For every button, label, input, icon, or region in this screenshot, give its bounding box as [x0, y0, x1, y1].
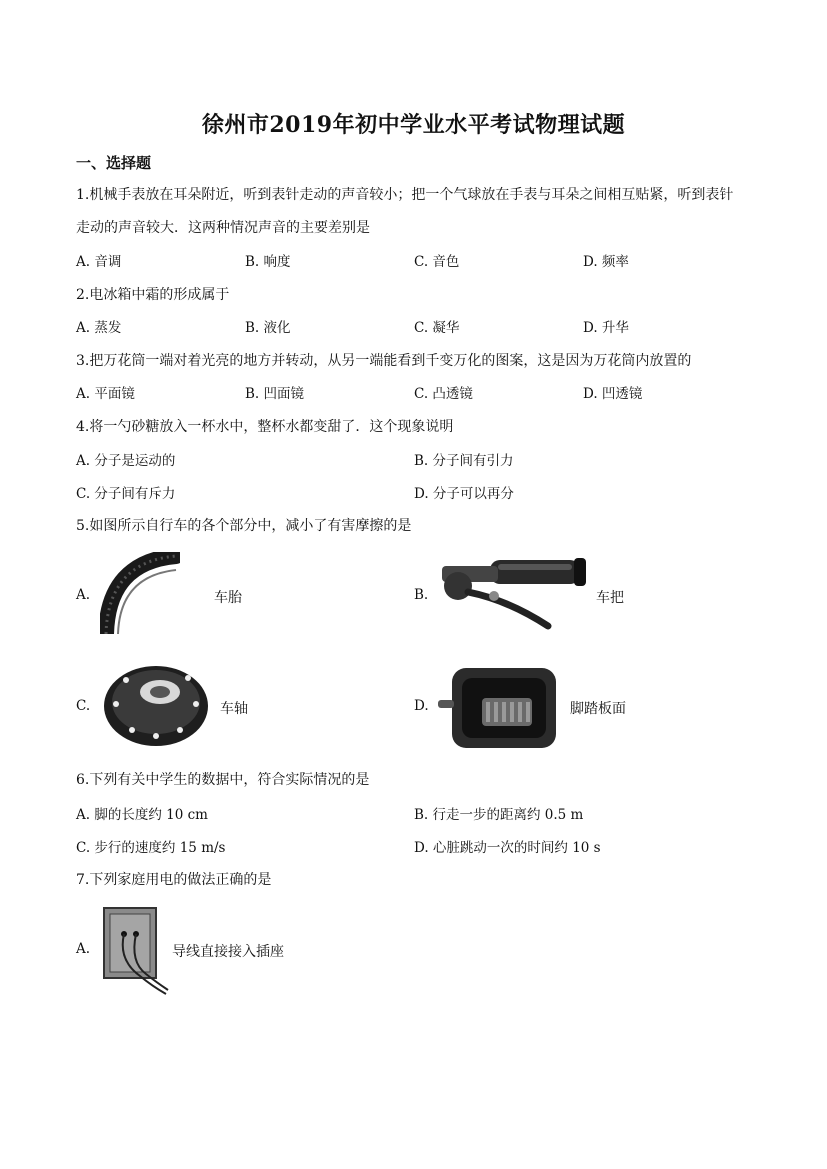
section-heading: 一、选择题	[76, 154, 152, 172]
question-1-line-2: 走动的声音较大．这两种情况声音的主要差别是	[76, 220, 370, 236]
q2-option-d: D. 升华	[583, 320, 629, 336]
q6-option-d: D. 心脏跳动一次的时间约 10 s	[414, 840, 601, 856]
q4-option-a: A. 分子是运动的	[76, 453, 176, 469]
q2-option-c: C. 凝华	[414, 320, 460, 336]
hub-axle-icon	[102, 664, 210, 748]
question-3-line-1: 3.把万花筒一端对着光亮的地方并转动，从另一端能看到千变万化的图案，这是因为万花筒内放置的	[76, 353, 692, 369]
question-7-line-1: 7.下列家庭用电的做法正确的是	[76, 872, 272, 888]
q2-option-b: B. 液化	[245, 320, 291, 336]
q1-option-b: B. 响度	[245, 254, 291, 270]
question-1-line-1: 1.机械手表放在耳朵附近，听到表针走动的声音较小；把一个气球放在手表与耳朵之间相互贴紧，听到表针	[76, 187, 734, 203]
q5-option-b: B.	[414, 587, 429, 603]
question-4-line-1: 4.将一勺砂糖放入一杯水中，整杯水都变甜了．这个现象说明	[76, 419, 454, 435]
q5-caption-d: 脚踏板面	[570, 701, 626, 717]
q6-option-b: B. 行走一步的距离约 0.5 m	[414, 807, 584, 823]
q5-option-c: C.	[76, 698, 91, 714]
q3-option-b: B. 凹面镜	[245, 386, 305, 402]
q3-option-d: D. 凹透镜	[583, 386, 643, 402]
q4-option-c: C. 分子间有斥力	[76, 486, 176, 502]
q3-option-c: C. 凸透镜	[414, 386, 473, 402]
q6-option-c: C. 步行的速度约 15 m/s	[76, 840, 226, 856]
q7-caption-a: 导线直接接入插座	[172, 944, 284, 960]
pedal-icon	[438, 664, 564, 752]
tire-icon	[100, 552, 180, 634]
q6-option-a: A. 脚的长度约 10 cm	[76, 807, 208, 823]
q1-option-d: D. 频率	[583, 254, 629, 270]
q4-option-b: B. 分子间有引力	[414, 453, 514, 469]
question-5-line-1: 5.如图所示自行车的各个部分中，减小了有害摩擦的是	[76, 518, 412, 534]
handlebar-icon	[438, 552, 588, 634]
socket-wires-icon	[100, 904, 172, 996]
q1-option-c: C. 音色	[414, 254, 460, 270]
q5-option-a: A.	[76, 587, 91, 603]
question-6-line-1: 6.下列有关中学生的数据中，符合实际情况的是	[76, 772, 370, 788]
q3-option-a: A. 平面镜	[76, 386, 135, 402]
page-title: 徐州市2019年初中学业水平考试物理试题	[201, 112, 626, 138]
q5-caption-b: 车把	[596, 590, 624, 606]
q1-option-a: A. 音调	[76, 254, 122, 270]
q5-caption-a: 车胎	[214, 590, 242, 606]
q5-option-d: D.	[414, 698, 429, 714]
q7-option-a: A.	[76, 941, 91, 957]
q5-caption-c: 车轴	[220, 701, 248, 717]
q4-option-d: D. 分子可以再分	[414, 486, 514, 502]
question-2-line-1: 2.电冰箱中霜的形成属于	[76, 287, 230, 303]
q2-option-a: A. 蒸发	[76, 320, 122, 336]
